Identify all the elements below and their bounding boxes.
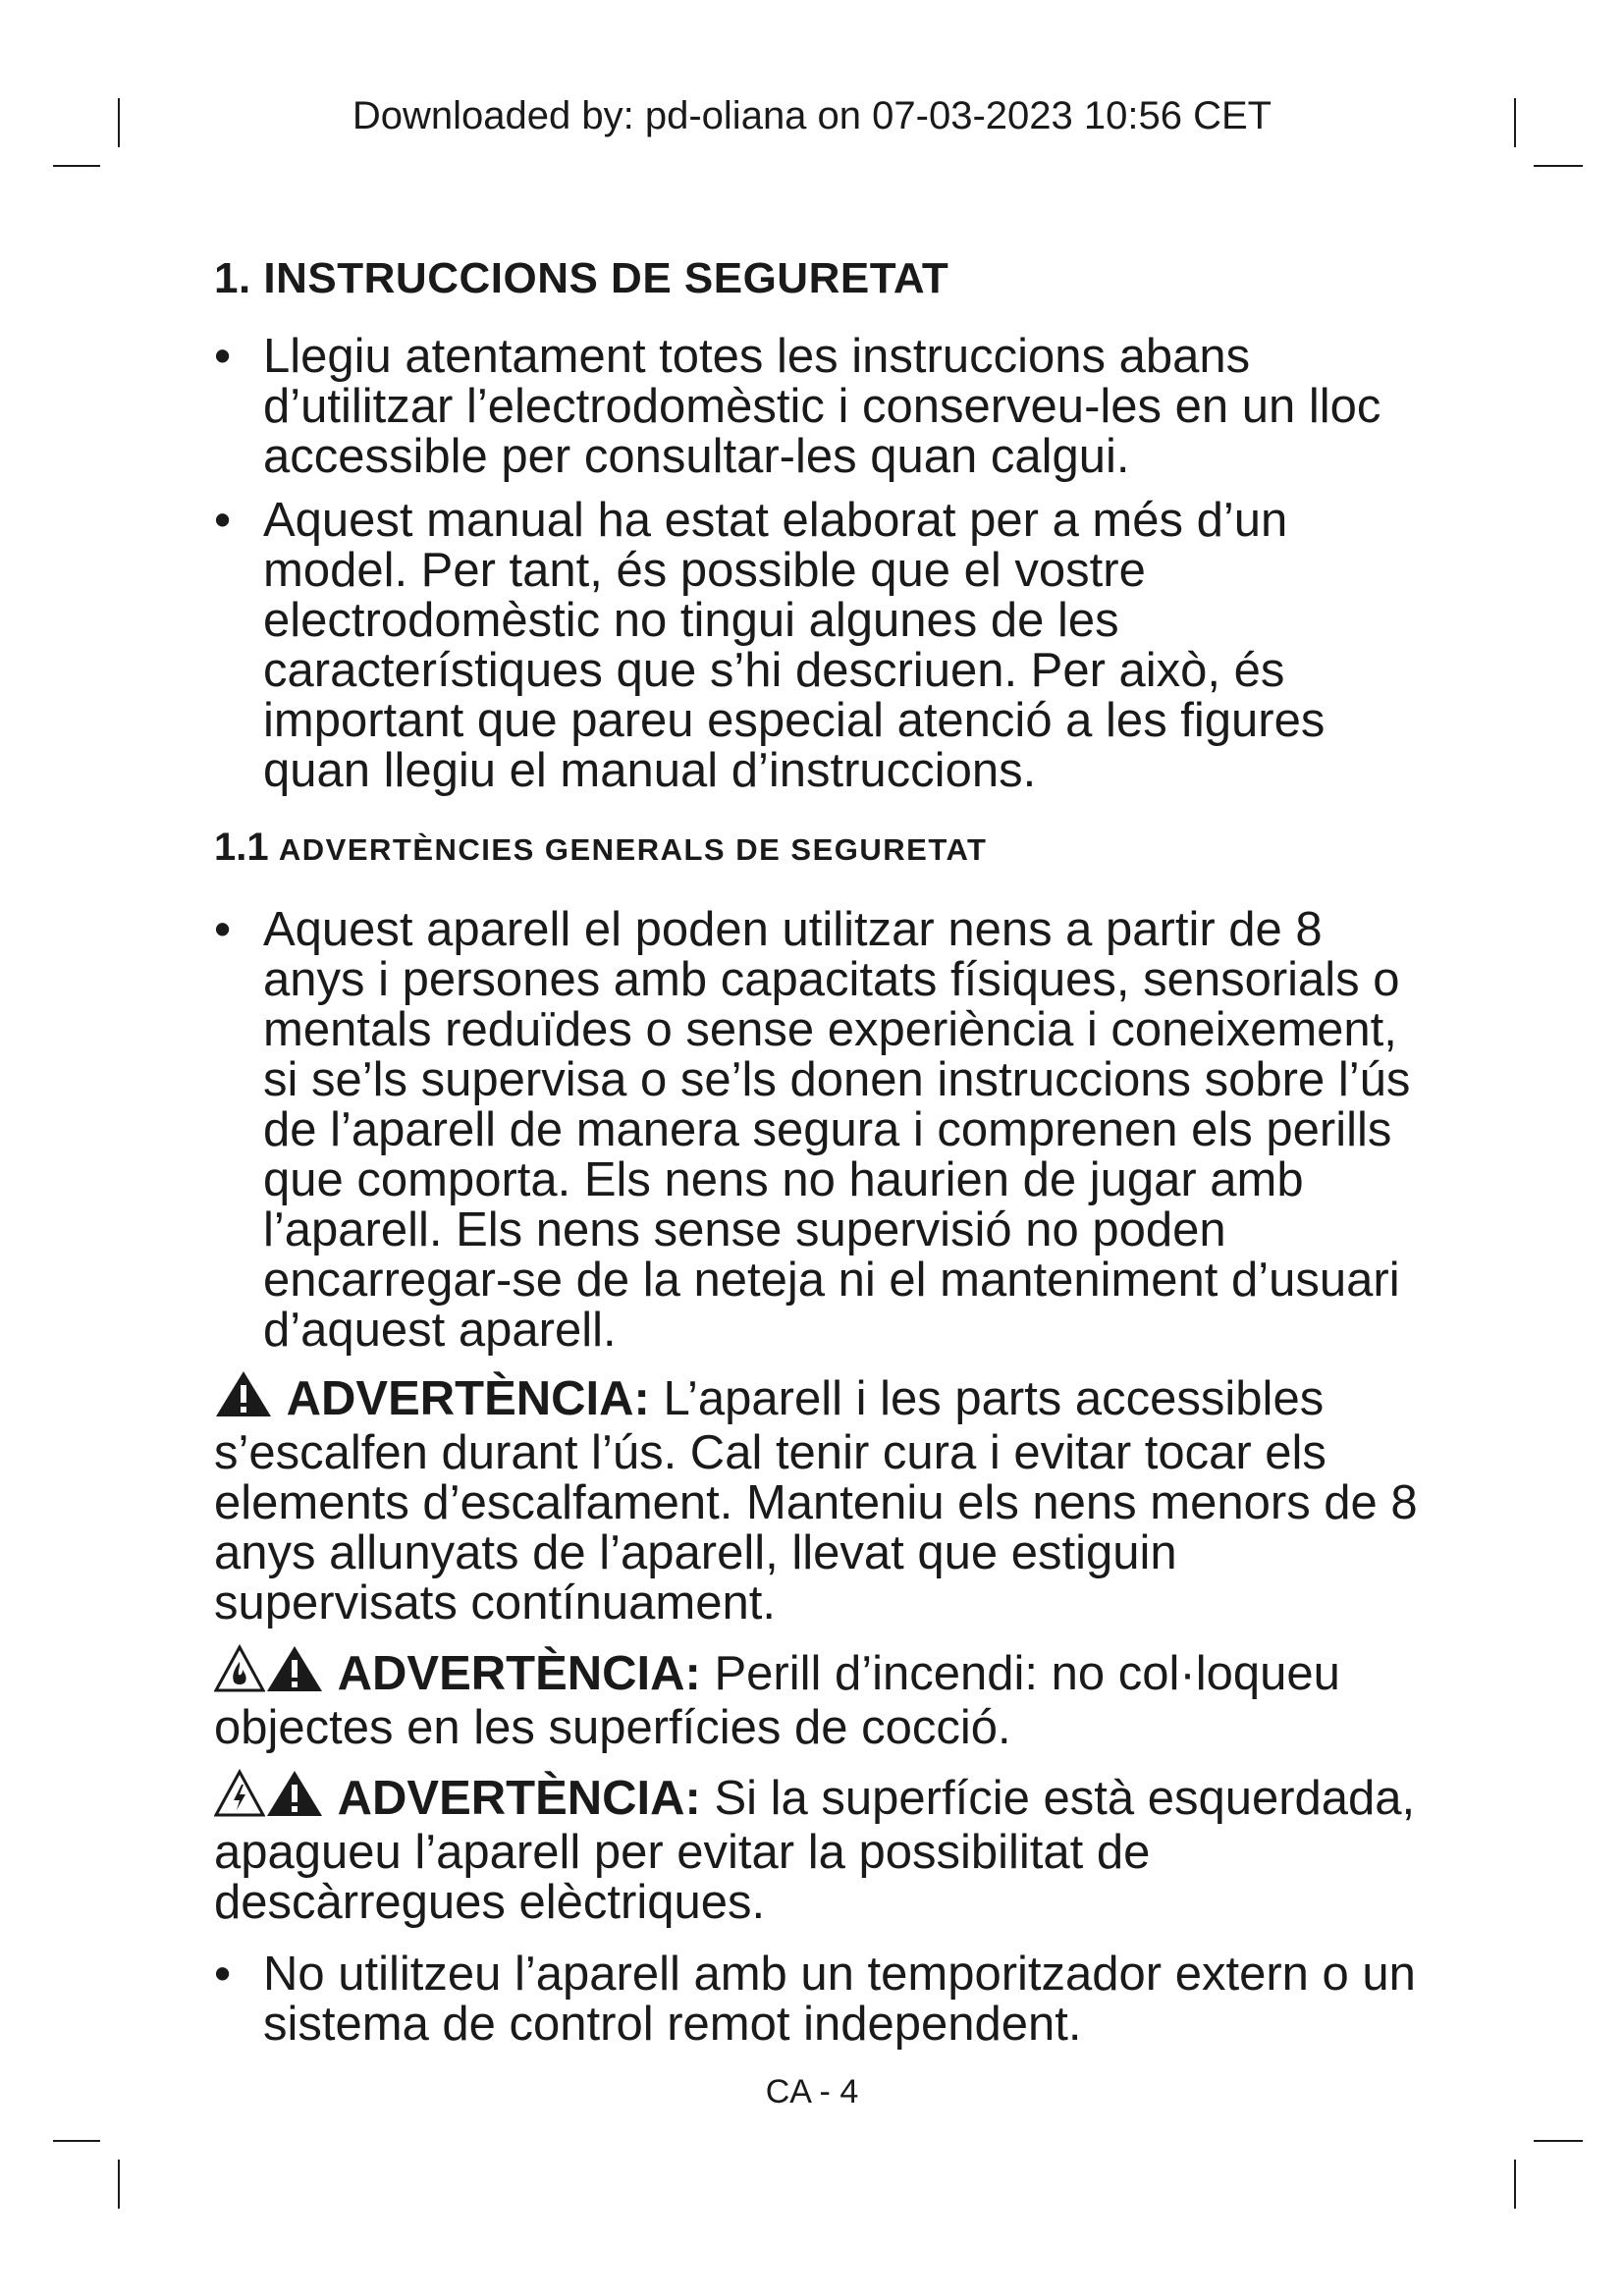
bullet-external-timer: [214, 1949, 1432, 2050]
bullet-text: Llegiu atentament totes les instruccions abans d’utilitzar l’electrodomèstic i conserveu-les en un lloc accessible per consultar-les quan calgui.: [263, 330, 1381, 483]
warning-fire: [214, 1644, 1432, 1753]
bullet-text: Aquest manual ha estat elaborat per a més d’un model. Per tant, és possible que el vostre electrodomèstic no tingui algunes de les característiques que s’hi descriuen. Per això, és important que pareu especial atenció a les figures quan llegiu el manual d’instruccions.: [263, 494, 1326, 797]
page-number: CA - 4: [765, 2073, 859, 2110]
page-content: [214, 253, 1432, 2063]
download-stamp: Downloaded by: pd-oliana on 07-03-2023 10:56 CET: [352, 94, 1272, 137]
warning-label: ADVERTÈNCIA:: [337, 1772, 701, 1825]
fire-hazard-icon: [214, 1644, 265, 1703]
crop-mark-bottom-right-h: [1534, 2140, 1583, 2142]
warning-triangle-icon: [214, 1369, 273, 1428]
warning-hot-surfaces: [214, 1369, 1432, 1629]
bullet-children: [214, 905, 1432, 1356]
bullet-symbol: •: [214, 903, 232, 956]
warning-text: Si la superfície està esquerdada, apagueu l’aparell per evitar la possibilitat de descàrregues elèctriques.: [214, 1772, 1416, 1929]
bullet-symbol: •: [214, 330, 232, 383]
subsection-number: 1.1: [214, 826, 269, 869]
bullet-symbol: •: [214, 494, 232, 547]
crop-mark-bottom-right-v: [1514, 2160, 1516, 2209]
warning-label: ADVERTÈNCIA:: [286, 1372, 650, 1425]
bullet-text: Aquest aparell el poden utilitzar nens a partir de 8 anys i persones amb capacitats físiques, sensorials o mentals reduïdes o sense experiència i coneixement, si se’ls supervisa o se’ls donen instruccions sobre l’ús de l’aparell de manera segura i comprenen els perills que comporta. Els nens no haurien de jugar amb l’aparell. Els nens sense supervisió no poden encarregar-se de la neteja ni el manteniment d’usuari d’aquest aparell.: [263, 903, 1411, 1357]
bullet-text: No utilitzeu l’aparell amb un temporitzador extern o un sistema de control remot independent.: [263, 1948, 1416, 2051]
subsection-title-text: ADVERTÈNCIES GENERALS DE SEGURETAT: [278, 832, 988, 867]
subsection-title: [214, 826, 1432, 872]
warning-text: Perill d’incendi: no col·loqueu objectes en les superfícies de cocció.: [214, 1647, 1340, 1754]
section-title: 1. INSTRUCCIONS DE SEGURETAT: [214, 254, 949, 302]
crop-mark-top-right-h: [1534, 165, 1583, 167]
warning-triangle-icon: [265, 1769, 324, 1828]
bullet-symbol: •: [214, 1948, 232, 2001]
bullet-manual-models: [214, 496, 1432, 796]
crop-mark-bottom-left-v: [118, 2160, 120, 2209]
warning-text: L’aparell i les parts accessibles s’escalfen durant l’ús. Cal tenir cura i evitar tocar els elements d’escalfament. Manteniu els nens menors de 8 anys allunyats de l’aparell, llevat que estiguin supervisats contínuament.: [214, 1372, 1418, 1629]
crop-mark-top-left-h: [53, 165, 100, 167]
electric-hazard-icon: [214, 1769, 265, 1828]
warning-electric: [214, 1769, 1432, 1928]
crop-mark-bottom-left-h: [53, 2140, 100, 2142]
warning-label: ADVERTÈNCIA:: [337, 1647, 701, 1700]
bullet-read-instructions: [214, 332, 1432, 482]
warning-triangle-icon: [265, 1644, 324, 1703]
